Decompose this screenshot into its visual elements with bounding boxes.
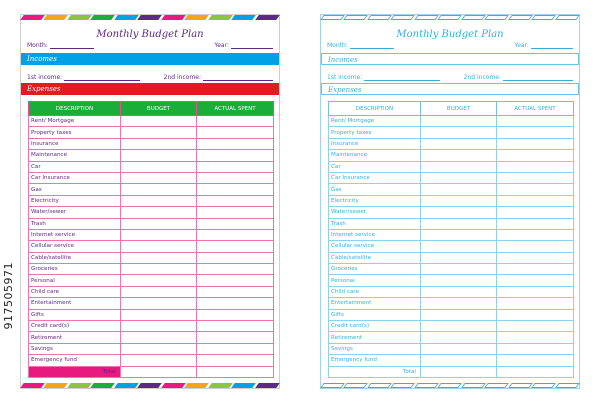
table-row (29, 195, 274, 206)
stripe-segment (184, 383, 209, 388)
budget-cell[interactable] (121, 172, 197, 183)
actual-spent-cell[interactable] (497, 252, 574, 263)
table-row (329, 207, 574, 218)
budget-cell[interactable] (421, 309, 497, 320)
stripe-segment (508, 15, 533, 20)
expenses-bar: Expenses (321, 83, 579, 95)
expense-table (328, 101, 574, 378)
actual-spent-cell[interactable] (197, 355, 274, 366)
stripe-segment (320, 383, 345, 388)
expense-description: Entertainment (29, 298, 121, 309)
actual-spent-cell[interactable] (497, 218, 574, 229)
table-row (29, 355, 274, 366)
actual-spent-cell[interactable] (197, 161, 274, 172)
col-description: DESCRIPTION (29, 102, 121, 116)
total-budget-cell[interactable] (121, 366, 197, 377)
table-row (29, 298, 274, 309)
stripe-segment (484, 383, 509, 388)
expense-description: Electricity (329, 195, 421, 206)
budget-cell[interactable] (121, 150, 197, 161)
table-row (329, 161, 574, 172)
actual-spent-cell[interactable] (197, 332, 274, 343)
actual-spent-cell[interactable] (197, 275, 274, 286)
table-row (329, 343, 574, 354)
expense-description: Cable/satellite (329, 252, 421, 263)
month-year-row (327, 42, 573, 49)
budget-cell[interactable] (121, 127, 197, 138)
table-row (29, 150, 274, 161)
budget-cell[interactable] (421, 150, 497, 161)
expense-description: Cellular service (29, 241, 121, 252)
actual-spent-cell[interactable] (497, 309, 574, 320)
income-row (27, 74, 273, 81)
expense-description: Personal (329, 275, 421, 286)
table-row (29, 321, 274, 332)
income2-field[interactable] (203, 74, 273, 81)
rainbow-stripe-top (21, 15, 279, 20)
budget-cell[interactable] (121, 195, 197, 206)
budget-cell[interactable] (121, 184, 197, 195)
actual-spent-cell[interactable] (197, 321, 274, 332)
actual-spent-cell[interactable] (197, 127, 274, 138)
expense-description: Groceries (29, 264, 121, 275)
actual-spent-cell[interactable] (197, 252, 274, 263)
budget-cell[interactable] (421, 161, 497, 172)
expense-description: Rent/ Mortgage (29, 116, 121, 127)
actual-spent-cell[interactable] (497, 172, 574, 183)
actual-spent-cell[interactable] (497, 116, 574, 127)
stripe-segment (508, 383, 533, 388)
incomes-bar: Incomes (21, 53, 279, 65)
expense-description: Savings (29, 343, 121, 354)
stripe-segment (20, 383, 45, 388)
actual-spent-cell[interactable] (197, 116, 274, 127)
expense-description: Internet service (329, 229, 421, 240)
table-row (29, 218, 274, 229)
actual-spent-cell[interactable] (497, 184, 574, 195)
expense-description: Car Insurance (329, 172, 421, 183)
income2-label: 2nd income: (163, 74, 201, 81)
budget-cell[interactable] (121, 264, 197, 275)
budget-cell[interactable] (121, 252, 197, 263)
budget-cell[interactable] (421, 207, 497, 218)
expense-description: Emergency fund (29, 355, 121, 366)
expense-description: Credit card(s) (29, 321, 121, 332)
stripe-segment (114, 15, 139, 20)
expense-description: Trash (29, 218, 121, 229)
stripe-segment (208, 15, 233, 20)
expense-description: Savings (329, 343, 421, 354)
stripe-segment (255, 383, 280, 388)
budget-cell[interactable] (121, 275, 197, 286)
budget-cell[interactable] (421, 116, 497, 127)
table-row (29, 343, 274, 354)
income1-field[interactable] (64, 74, 140, 81)
stripe-segment (91, 383, 116, 388)
stripe-segment (231, 383, 256, 388)
total-row (329, 366, 574, 377)
col-actual-spent: ACTUAL SPENT (197, 102, 274, 116)
actual-spent-cell[interactable] (197, 207, 274, 218)
actual-spent-cell[interactable] (497, 343, 574, 354)
stripe-segment (20, 15, 45, 20)
table-row (29, 184, 274, 195)
total-actual-cell[interactable] (497, 366, 574, 377)
table-row (29, 332, 274, 343)
table-row (29, 286, 274, 297)
month-year-row (27, 42, 273, 49)
stripe-segment (67, 15, 92, 20)
outline-stripe-top (321, 15, 579, 20)
table-row (329, 321, 574, 332)
table-row (329, 184, 574, 195)
expense-description: Water/sewer (329, 207, 421, 218)
budget-cell[interactable] (421, 343, 497, 354)
total-label: Total (29, 366, 121, 377)
actual-spent-cell[interactable] (197, 172, 274, 183)
stripe-segment (438, 383, 463, 388)
expense-description: Maintenance (329, 150, 421, 161)
actual-spent-cell[interactable] (197, 343, 274, 354)
table-row (329, 252, 574, 263)
stripe-segment (555, 383, 580, 388)
table-row (329, 264, 574, 275)
actual-spent-cell[interactable] (497, 264, 574, 275)
stripe-segment (367, 15, 392, 20)
table-row (329, 286, 574, 297)
budget-cell[interactable] (421, 332, 497, 343)
actual-spent-cell[interactable] (197, 298, 274, 309)
actual-spent-cell[interactable] (197, 195, 274, 206)
expense-description: Maintenance (29, 150, 121, 161)
table-row (329, 150, 574, 161)
actual-spent-cell[interactable] (197, 309, 274, 320)
stripe-segment (367, 383, 392, 388)
actual-spent-cell[interactable] (497, 207, 574, 218)
expense-description: Credit card(s) (329, 321, 421, 332)
table-row (29, 229, 274, 240)
actual-spent-cell[interactable] (197, 229, 274, 240)
budget-cell[interactable] (121, 116, 197, 127)
stripe-segment (91, 15, 116, 20)
actual-spent-cell[interactable] (197, 150, 274, 161)
col-budget: BUDGET (421, 102, 497, 116)
budget-cell[interactable] (421, 298, 497, 309)
actual-spent-cell[interactable] (497, 298, 574, 309)
stripe-segment (438, 15, 463, 20)
expense-description: Car (29, 161, 121, 172)
rainbow-stripe-bottom (21, 383, 279, 388)
expense-table (28, 101, 274, 378)
stripe-segment (531, 15, 556, 20)
expense-description: Groceries (329, 264, 421, 275)
budget-cell[interactable] (121, 309, 197, 320)
stripe-segment (461, 383, 486, 388)
table-row (329, 138, 574, 149)
month-label: Month: (27, 42, 48, 49)
budget-cell[interactable] (421, 218, 497, 229)
income1-label: 1st income: (27, 74, 63, 81)
table-row (29, 241, 274, 252)
expense-description: Car (329, 161, 421, 172)
incomes-bar: Incomes (321, 53, 579, 65)
expense-description: Child care (329, 286, 421, 297)
budget-cell[interactable] (421, 138, 497, 149)
year-field[interactable] (531, 42, 573, 49)
budget-cell[interactable] (421, 195, 497, 206)
budget-cell[interactable] (121, 241, 197, 252)
budget-cell[interactable] (121, 207, 197, 218)
col-actual-spent: ACTUAL SPENT (497, 102, 574, 116)
total-label: Total (329, 366, 421, 377)
expense-description: Cellular service (329, 241, 421, 252)
table-row (29, 275, 274, 286)
budget-cell[interactable] (121, 321, 197, 332)
actual-spent-cell[interactable] (497, 286, 574, 297)
stripe-segment (344, 383, 369, 388)
stripe-segment (44, 383, 69, 388)
stripe-segment (484, 15, 509, 20)
total-budget-cell[interactable] (421, 366, 497, 377)
stripe-segment (391, 15, 416, 20)
budget-cell[interactable] (421, 172, 497, 183)
budget-cell[interactable] (421, 252, 497, 263)
income-row (327, 74, 573, 81)
stripe-segment (114, 383, 139, 388)
year-label: Year: (514, 42, 529, 49)
total-actual-cell[interactable] (197, 366, 274, 377)
expense-description: Cable/satellite (29, 252, 121, 263)
expense-description: Property taxes (329, 127, 421, 138)
budget-cell[interactable] (121, 343, 197, 354)
stripe-segment (414, 15, 439, 20)
budget-cell[interactable] (421, 321, 497, 332)
expense-description: Child care (29, 286, 121, 297)
actual-spent-cell[interactable] (497, 127, 574, 138)
stripe-segment (161, 15, 186, 20)
stripe-segment (414, 383, 439, 388)
stripe-segment (231, 15, 256, 20)
expense-description: Insurance (29, 138, 121, 149)
expense-description: Insurance (329, 138, 421, 149)
budget-cell[interactable] (421, 264, 497, 275)
year-label: Year: (214, 42, 229, 49)
sheet-title: Monthly Budget Plan (96, 29, 204, 40)
table-row (329, 309, 574, 320)
table-row (329, 127, 574, 138)
expense-description: Retirement (329, 332, 421, 343)
stripe-segment (67, 383, 92, 388)
actual-spent-cell[interactable] (197, 264, 274, 275)
expense-description: Property taxes (29, 127, 121, 138)
stripe-segment (255, 15, 280, 20)
actual-spent-cell[interactable] (497, 229, 574, 240)
stripe-segment (44, 15, 69, 20)
actual-spent-cell[interactable] (497, 150, 574, 161)
actual-spent-cell[interactable] (497, 195, 574, 206)
actual-spent-cell[interactable] (497, 241, 574, 252)
table-row (329, 332, 574, 343)
table-row (329, 298, 574, 309)
table-row (29, 138, 274, 149)
expense-description: Internet service (29, 229, 121, 240)
table-row (29, 252, 274, 263)
expense-description: Personal (29, 275, 121, 286)
income1-field[interactable] (364, 74, 440, 81)
actual-spent-cell[interactable] (497, 275, 574, 286)
table-row (329, 116, 574, 127)
stripe-segment (208, 383, 233, 388)
budget-cell[interactable] (121, 298, 197, 309)
table-row (329, 195, 574, 206)
budget-cell[interactable] (421, 275, 497, 286)
budget-sheet-blue (320, 14, 580, 389)
budget-cell[interactable] (121, 229, 197, 240)
actual-spent-cell[interactable] (497, 321, 574, 332)
budget-cell[interactable] (121, 332, 197, 343)
budget-cell[interactable] (121, 286, 197, 297)
expense-description: Gas (329, 184, 421, 195)
expense-description: Gas (29, 184, 121, 195)
table-row (29, 161, 274, 172)
stock-id: 917505971 (2, 262, 15, 330)
table-row (329, 229, 574, 240)
actual-spent-cell[interactable] (497, 138, 574, 149)
expense-description: Electricity (29, 195, 121, 206)
expense-description: Gifts (329, 309, 421, 320)
actual-spent-cell[interactable] (197, 138, 274, 149)
actual-spent-cell[interactable] (197, 184, 274, 195)
budget-sheet-colorful (20, 14, 280, 389)
table-row (29, 116, 274, 127)
stripe-segment (461, 15, 486, 20)
table-row (29, 309, 274, 320)
budget-cell[interactable] (421, 127, 497, 138)
budget-cell[interactable] (421, 355, 497, 366)
expense-description: Water/sewer (29, 207, 121, 218)
actual-spent-cell[interactable] (497, 332, 574, 343)
expense-description: Emergency fund (329, 355, 421, 366)
table-row (329, 355, 574, 366)
stripe-segment (320, 15, 345, 20)
month-field[interactable] (350, 42, 394, 49)
stripe-segment (391, 383, 416, 388)
table-row (29, 172, 274, 183)
expense-description: Retirement (29, 332, 121, 343)
budget-cell[interactable] (121, 138, 197, 149)
table-row (329, 172, 574, 183)
expenses-bar: Expenses (21, 83, 279, 95)
sheet-title: Monthly Budget Plan (396, 29, 504, 40)
expense-description: Trash (329, 218, 421, 229)
actual-spent-cell[interactable] (197, 218, 274, 229)
table-row (29, 264, 274, 275)
budget-cell[interactable] (121, 161, 197, 172)
actual-spent-cell[interactable] (197, 241, 274, 252)
col-description: DESCRIPTION (329, 102, 421, 116)
budget-cell[interactable] (421, 286, 497, 297)
table-row (329, 241, 574, 252)
stripe-segment (555, 15, 580, 20)
budget-cell[interactable] (421, 184, 497, 195)
actual-spent-cell[interactable] (197, 286, 274, 297)
expense-description: Car Insurance (29, 172, 121, 183)
table-row (29, 207, 274, 218)
actual-spent-cell[interactable] (497, 355, 574, 366)
total-row (29, 366, 274, 377)
budget-cell[interactable] (421, 229, 497, 240)
expense-description: Entertainment (329, 298, 421, 309)
budget-cell[interactable] (121, 218, 197, 229)
actual-spent-cell[interactable] (497, 161, 574, 172)
budget-cell[interactable] (421, 241, 497, 252)
stripe-segment (184, 15, 209, 20)
expense-description: Rent/ Mortgage (329, 116, 421, 127)
table-row (29, 127, 274, 138)
income2-field[interactable] (503, 74, 573, 81)
year-field[interactable] (231, 42, 273, 49)
stripe-segment (161, 383, 186, 388)
outline-stripe-bottom (321, 383, 579, 388)
month-label: Month: (327, 42, 348, 49)
stripe-segment (138, 15, 163, 20)
stripe-segment (344, 15, 369, 20)
table-row (329, 218, 574, 229)
income2-label: 2nd income: (463, 74, 501, 81)
col-budget: BUDGET (121, 102, 197, 116)
stripe-segment (531, 383, 556, 388)
income1-label: 1st income: (327, 74, 363, 81)
stripe-segment (138, 383, 163, 388)
expense-description: Gifts (29, 309, 121, 320)
month-field[interactable] (50, 42, 94, 49)
budget-cell[interactable] (121, 355, 197, 366)
table-row (329, 275, 574, 286)
